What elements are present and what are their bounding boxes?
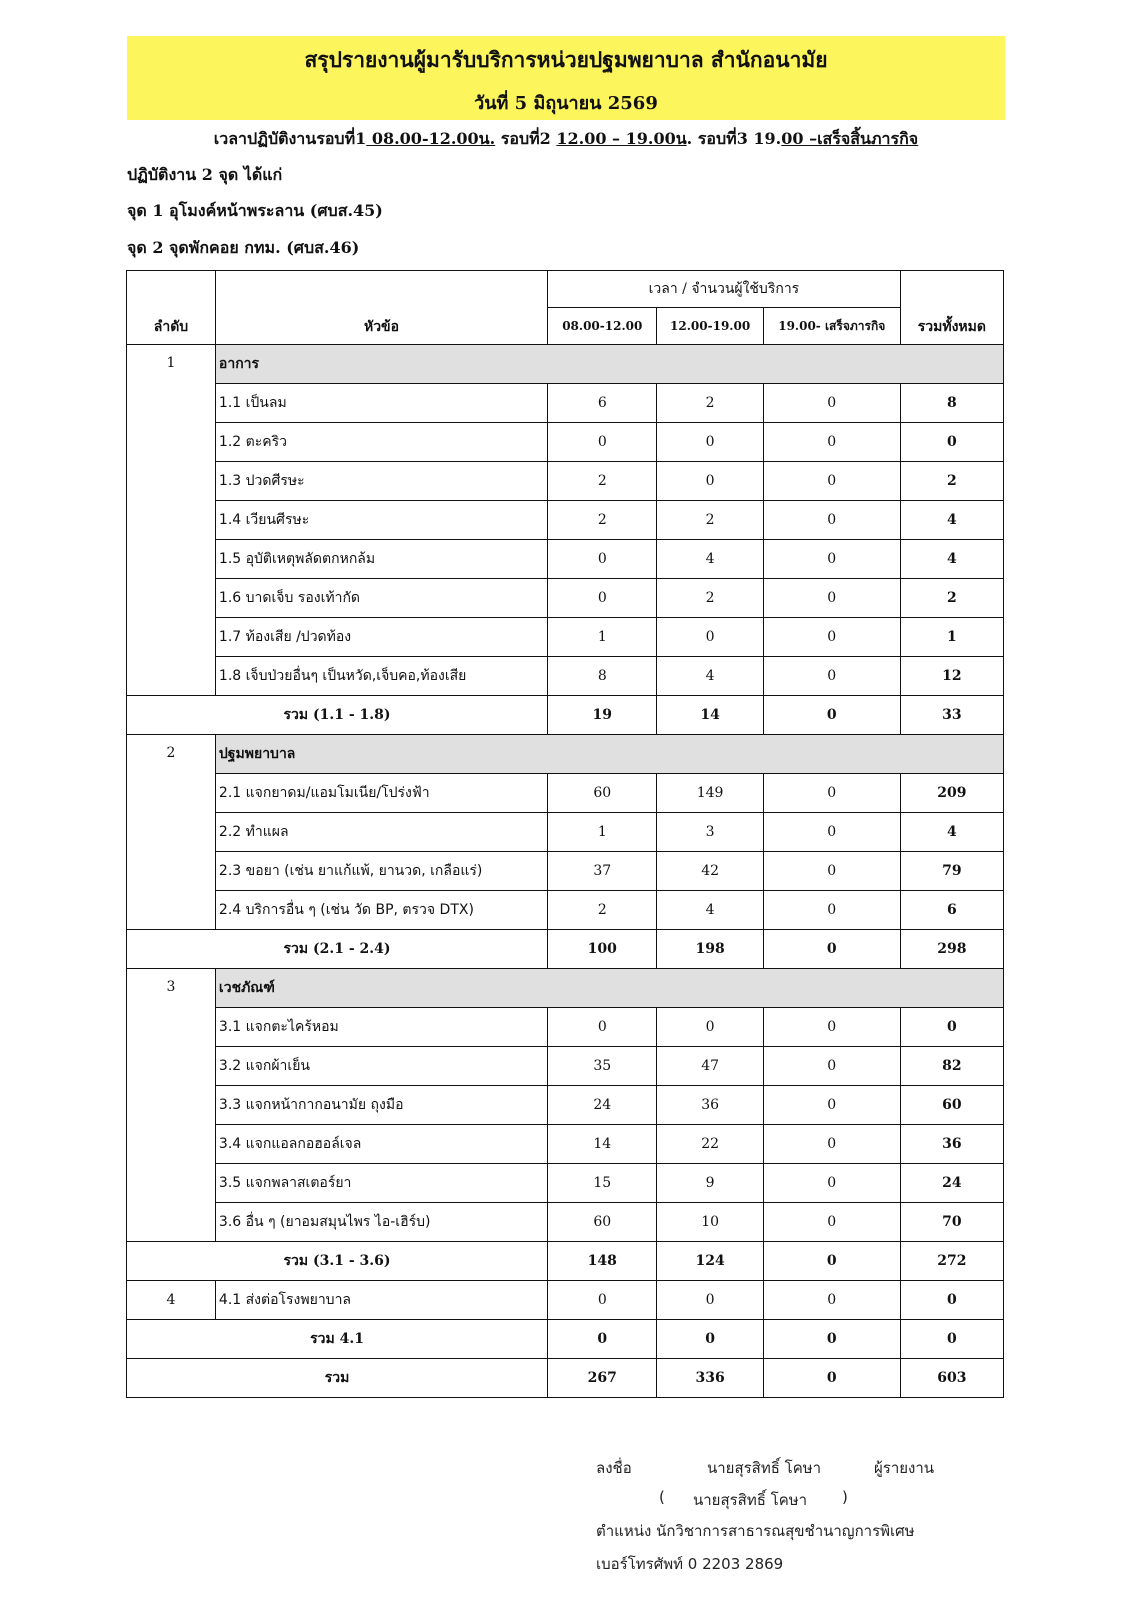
value-t3: 0 [763, 501, 900, 540]
table-header-row-1 [127, 271, 1004, 308]
grand-total-total: 603 [900, 1359, 1003, 1398]
value-total: 1 [900, 618, 1003, 657]
schedule-round3-label: . รอบที่3 19. [686, 129, 782, 148]
value-t3: 0 [763, 1086, 900, 1125]
signer-phone: เบอร์โทรศัพท์ 0 2203 2869 [596, 1555, 784, 1573]
value-t1: 0 [548, 579, 657, 618]
value-t1: 35 [548, 1047, 657, 1086]
value-t3: 0 [763, 852, 900, 891]
signer-name: นายสุรสิทธิ์ โคษา [707, 1459, 822, 1477]
value-t3: 0 [763, 1047, 900, 1086]
col-topic-header: หัวข้อ [215, 271, 547, 345]
sum-t2: 0 [657, 1320, 763, 1359]
section-title: อาการ [215, 345, 1003, 384]
value-t2: 2 [657, 384, 763, 423]
sum-label: รวม (2.1 - 2.4) [127, 930, 548, 969]
sum-t1: 0 [548, 1320, 657, 1359]
item-label: 4.1 ส่งต่อโรงพยาบาล [215, 1281, 547, 1320]
value-t3: 0 [763, 423, 900, 462]
table-row [127, 813, 1004, 852]
value-total: 12 [900, 657, 1003, 696]
value-t2: 4 [657, 657, 763, 696]
value-total: 0 [900, 423, 1003, 462]
report-date: วันที่ 5 มิถุนายน 2569 [474, 93, 658, 114]
item-label: 3.2 แจกผ้าเย็น [215, 1047, 547, 1086]
sum-t2: 124 [657, 1242, 763, 1281]
value-t1: 2 [548, 891, 657, 930]
col-t3-header: 19.00- เสร็จภารกิจ [763, 308, 900, 345]
table-row [127, 423, 1004, 462]
sum-label: รวม (1.1 - 1.8) [127, 696, 548, 735]
table-row [127, 852, 1004, 891]
item-label: 3.6 อื่น ๆ (ยาอมสมุนไพร ไอ-เฮิร์บ) [215, 1203, 547, 1242]
value-t3: 0 [763, 1281, 900, 1320]
sum-row [127, 1242, 1004, 1281]
value-total: 2 [900, 462, 1003, 501]
value-t1: 14 [548, 1125, 657, 1164]
sum-total: 33 [900, 696, 1003, 735]
table-row [127, 384, 1004, 423]
item-label: 1.5 อุบัติเหตุพลัดตกหกล้ม [215, 540, 547, 579]
sum-label: รวม (3.1 - 3.6) [127, 1242, 548, 1281]
signer-role: ผู้รายงาน [874, 1459, 935, 1477]
value-t1: 60 [548, 774, 657, 813]
value-total: 60 [900, 1086, 1003, 1125]
value-t2: 0 [657, 462, 763, 501]
value-t2: 0 [657, 1008, 763, 1047]
value-t3: 0 [763, 618, 900, 657]
sum-label: รวม 4.1 [127, 1320, 548, 1359]
table-row [127, 1047, 1004, 1086]
table-row [127, 774, 1004, 813]
value-t3: 0 [763, 384, 900, 423]
table-row [127, 657, 1004, 696]
item-label: 3.1 แจกตะไคร้หอม [215, 1008, 547, 1047]
value-total: 70 [900, 1203, 1003, 1242]
value-total: 2 [900, 579, 1003, 618]
value-t3: 0 [763, 774, 900, 813]
item-label: 3.3 แจกหน้ากากอนามัย ถุงมือ [215, 1086, 547, 1125]
item-label: 2.4 บริการอื่น ๆ (เช่น วัด BP, ตรวจ DTX) [215, 891, 547, 930]
value-t3: 0 [763, 657, 900, 696]
table-row [127, 1203, 1004, 1242]
section-title-row [127, 345, 1004, 384]
value-t2: 3 [657, 813, 763, 852]
value-t2: 36 [657, 1086, 763, 1125]
value-t1: 0 [548, 1008, 657, 1047]
value-total: 8 [900, 384, 1003, 423]
value-t1: 2 [548, 462, 657, 501]
value-t3: 0 [763, 1008, 900, 1047]
value-t2: 47 [657, 1047, 763, 1086]
open-paren: ( [659, 1488, 665, 1506]
schedule-line [127, 127, 1005, 152]
table-row [127, 540, 1004, 579]
sign-label: ลงชื่อ [596, 1459, 632, 1477]
item-label: 2.3 ขอยา (เช่น ยาแก้แพ้, ยานวด, เกลือแร่) [215, 852, 547, 891]
value-t3: 0 [763, 1125, 900, 1164]
sum-t1: 148 [548, 1242, 657, 1281]
value-t3: 0 [763, 891, 900, 930]
value-t1: 24 [548, 1086, 657, 1125]
value-total: 0 [900, 1281, 1003, 1320]
item-label: 1.3 ปวดศีรษะ [215, 462, 547, 501]
item-label: 2.1 แจกยาดม/แอมโมเนีย/โปร่งฟ้า [215, 774, 547, 813]
value-t1: 15 [548, 1164, 657, 1203]
value-t2: 4 [657, 540, 763, 579]
section-number: 2 [127, 735, 216, 930]
section-number: 1 [127, 345, 216, 696]
value-t2: 22 [657, 1125, 763, 1164]
value-t2: 10 [657, 1203, 763, 1242]
item-label: 1.7 ท้องเสีย /ปวดท้อง [215, 618, 547, 657]
sum-total: 298 [900, 930, 1003, 969]
sum-t3: 0 [763, 930, 900, 969]
sum-t3: 0 [763, 1320, 900, 1359]
value-t1: 1 [548, 618, 657, 657]
sum-t2: 14 [657, 696, 763, 735]
sum-total: 272 [900, 1242, 1003, 1281]
value-total: 36 [900, 1125, 1003, 1164]
value-t3: 0 [763, 540, 900, 579]
table-row [127, 1086, 1004, 1125]
grand-total-t1: 267 [548, 1359, 657, 1398]
point-2: จุด 2 จุดพักคอย กทม. (ศบส.46) [127, 238, 360, 257]
item-label: 1.1 เป็นลม [215, 384, 547, 423]
table-row [127, 1125, 1004, 1164]
sum-t3: 0 [763, 696, 900, 735]
value-total: 0 [900, 1008, 1003, 1047]
points-intro: ปฏิบัติงาน 2 จุด ได้แก่ [127, 165, 283, 184]
grand-total-t2: 336 [657, 1359, 763, 1398]
item-label: 1.4 เวียนศีรษะ [215, 501, 547, 540]
table-row [127, 618, 1004, 657]
value-total: 4 [900, 813, 1003, 852]
col-no-header: ลำดับ [127, 271, 216, 345]
schedule-round2: 12.00 – 19.00น [556, 129, 687, 148]
close-paren: ) [842, 1488, 848, 1506]
value-t1: 0 [548, 1281, 657, 1320]
report-title: สรุปรายงานผู้มารับบริการหน่วยปฐมพยาบาล สำนักอนามัย [304, 47, 828, 72]
signer-name-paren: นายสุรสิทธิ์ โคษา [693, 1491, 808, 1509]
value-t3: 0 [763, 462, 900, 501]
grand-total-label: รวม [127, 1359, 548, 1398]
section-number: 3 [127, 969, 216, 1242]
value-t2: 9 [657, 1164, 763, 1203]
value-t1: 0 [548, 423, 657, 462]
schedule-prefix: เวลาปฏิบัติงานรอบที่1 [213, 129, 367, 148]
sum-total: 0 [900, 1320, 1003, 1359]
table-row [127, 891, 1004, 930]
col-total-header: รวมทั้งหมด [900, 271, 1003, 345]
value-total: 209 [900, 774, 1003, 813]
col-time-group-header: เวลา / จำนวนผู้ใช้บริการ [548, 271, 901, 308]
table-row [127, 501, 1004, 540]
item-label: 1.6 บาดเจ็บ รองเท้ากัด [215, 579, 547, 618]
value-t1: 6 [548, 384, 657, 423]
value-t3: 0 [763, 579, 900, 618]
value-total: 82 [900, 1047, 1003, 1086]
item-label: 3.4 แจกแอลกอฮอล์เจล [215, 1125, 547, 1164]
value-total: 4 [900, 540, 1003, 579]
value-t1: 2 [548, 501, 657, 540]
service-report-table [126, 270, 1004, 1398]
point-1: จุด 1 อุโมงค์หน้าพระลาน (ศบส.45) [127, 201, 383, 220]
signer-position: ตำแหน่ง นักวิชาการสาธารณสุขชำนาญการพิเศษ [596, 1522, 915, 1540]
value-total: 6 [900, 891, 1003, 930]
section-title-row [127, 735, 1004, 774]
value-total: 79 [900, 852, 1003, 891]
value-t1: 0 [548, 540, 657, 579]
value-t2: 0 [657, 423, 763, 462]
value-t1: 60 [548, 1203, 657, 1242]
item-label: 1.8 เจ็บป่วยอื่นๆ เป็นหวัด,เจ็บคอ,ท้องเสีย [215, 657, 547, 696]
value-t1: 8 [548, 657, 657, 696]
value-total: 4 [900, 501, 1003, 540]
table-row [127, 579, 1004, 618]
value-t2: 4 [657, 891, 763, 930]
table-row [127, 1281, 1004, 1320]
value-t1: 37 [548, 852, 657, 891]
section-title: เวชภัณฑ์ [215, 969, 1003, 1008]
sum-t1: 19 [548, 696, 657, 735]
schedule-round2-label: รอบที่2 [495, 129, 557, 148]
value-t1: 1 [548, 813, 657, 852]
item-label: 1.2 ตะคริว [215, 423, 547, 462]
value-t2: 0 [657, 1281, 763, 1320]
value-t2: 0 [657, 618, 763, 657]
col-t1-header: 08.00-12.00 [548, 308, 657, 345]
sum-t1: 100 [548, 930, 657, 969]
section-number: 4 [127, 1281, 216, 1320]
section-title: ปฐมพยาบาล [215, 735, 1003, 774]
value-total: 24 [900, 1164, 1003, 1203]
col-t2-header: 12.00-19.00 [657, 308, 763, 345]
value-t3: 0 [763, 1203, 900, 1242]
item-label: 2.2 ทำแผล [215, 813, 547, 852]
value-t3: 0 [763, 813, 900, 852]
sum-row [127, 1320, 1004, 1359]
sum-t2: 198 [657, 930, 763, 969]
table-row [127, 1008, 1004, 1047]
table-row [127, 1164, 1004, 1203]
sum-row [127, 696, 1004, 735]
schedule-round1: 08.00-12.00น. [366, 129, 496, 148]
value-t2: 2 [657, 579, 763, 618]
value-t2: 2 [657, 501, 763, 540]
item-label: 3.5 แจกพลาสเตอร์ยา [215, 1164, 547, 1203]
value-t3: 0 [763, 1164, 900, 1203]
value-t2: 42 [657, 852, 763, 891]
grand-total-row [127, 1359, 1004, 1398]
table-row [127, 462, 1004, 501]
grand-total-t3: 0 [763, 1359, 900, 1398]
value-t2: 149 [657, 774, 763, 813]
sum-row [127, 930, 1004, 969]
schedule-round3: 00 –เสร็จสิ้นภารกิจ [781, 129, 919, 148]
sum-t3: 0 [763, 1242, 900, 1281]
section-title-row [127, 969, 1004, 1008]
